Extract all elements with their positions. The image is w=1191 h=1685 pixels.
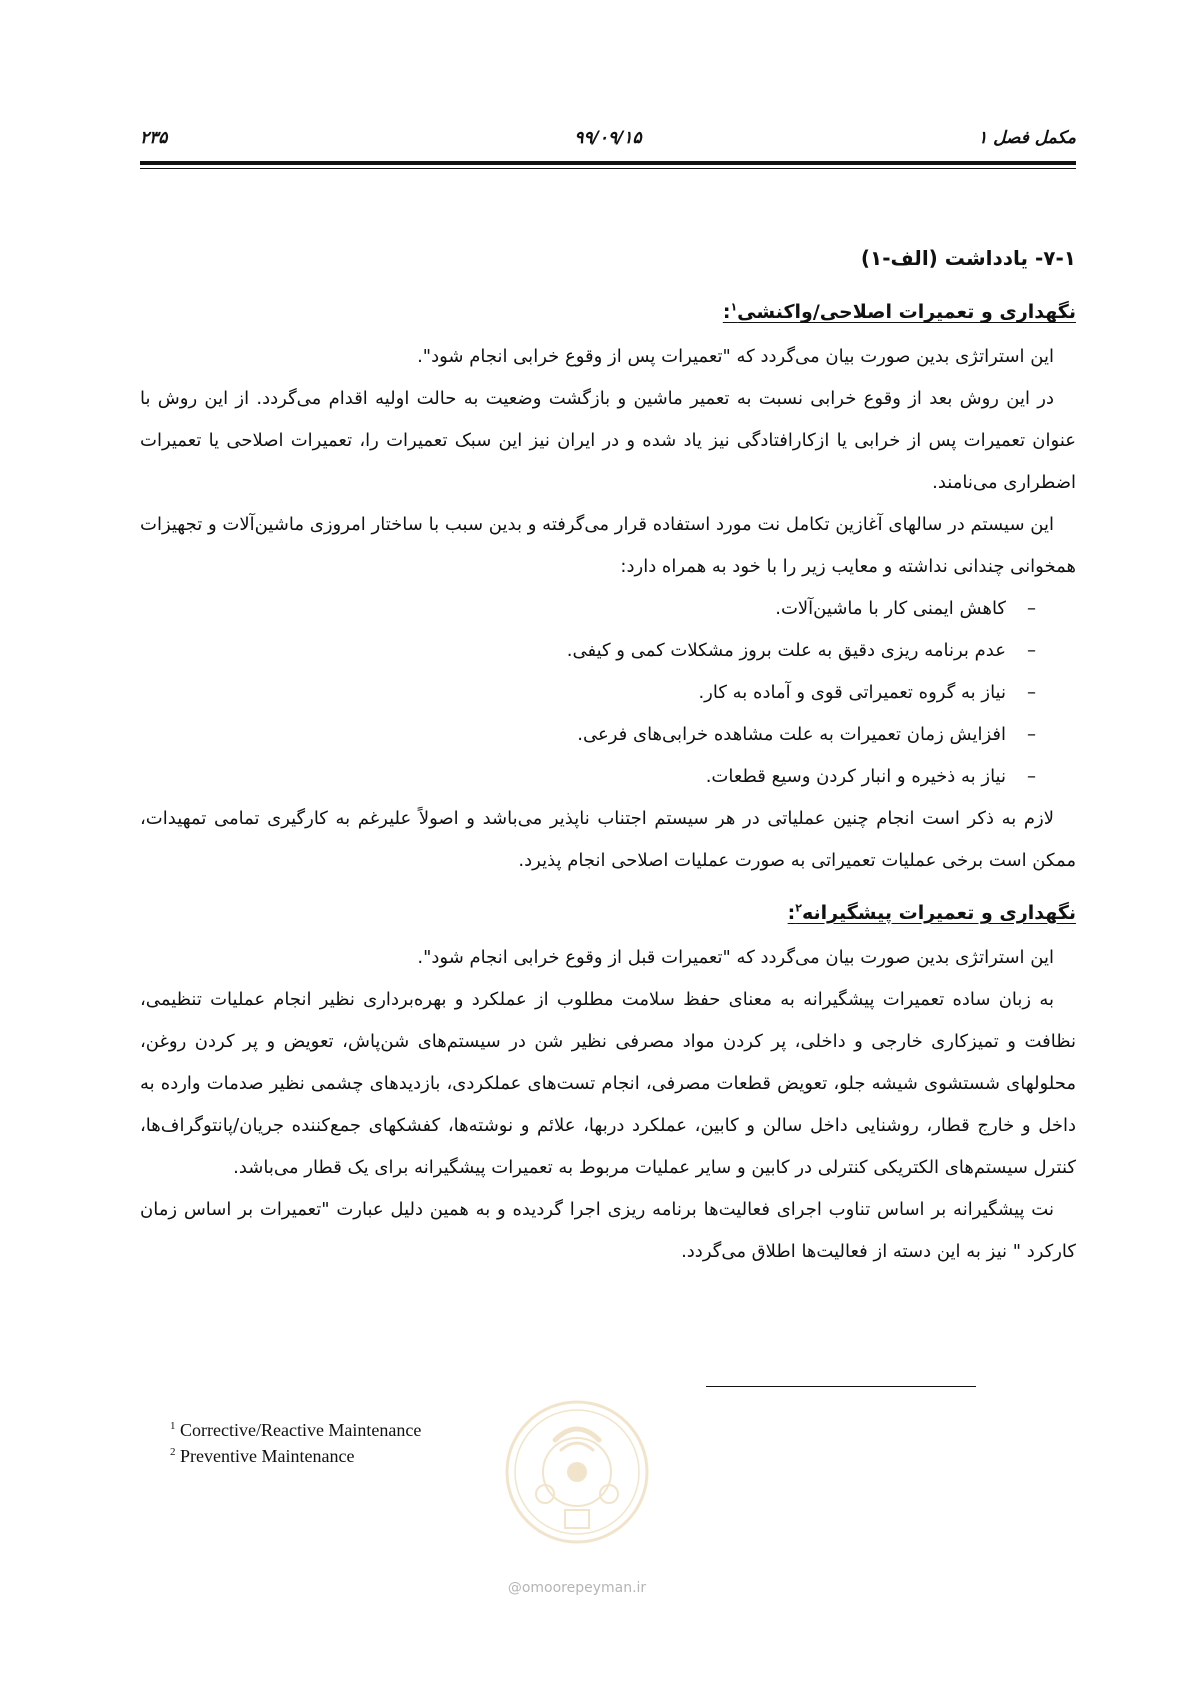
header-date: ۹۹/۰۹/۱۵ bbox=[574, 128, 642, 148]
corrective-paragraph-2: در این روش بعد از وقوع خرابی نسبت به تعمیر ماشین و بازگشت وضعیت به حالت اولیه اقدام می‌گردد. از این روش با عنوان تعمیرات پس از خرابی یا ازکارافتادگی نیز یاد شده و در ایران نیز این سبک تعمیرات را، تعمیرات اصلاحی یا تعمیرات اضطراری می‌نامند. bbox=[140, 388, 1076, 494]
chapter-label: مکمل فصل ۱ bbox=[978, 128, 1076, 148]
page-number: ۲۳۵ bbox=[140, 128, 168, 148]
footnote-1 bbox=[170, 1415, 421, 1441]
preventive-heading: نگهداری و تعمیرات پیشگیرانه$^۲$: bbox=[787, 901, 1076, 924]
footnotes bbox=[170, 1415, 421, 1467]
corrective-heading: نگهداری و تعمیرات اصلاحی/واکنشی$^۱$: bbox=[722, 301, 1076, 324]
preventive-paragraph-1: این استراتژی بدین صورت بیان می‌گردد که "تعمیرات قبل از وقوع خرابی انجام شود". bbox=[417, 946, 1054, 968]
section-title: ۷-۱- یادداشت (الف-۱) bbox=[860, 246, 1076, 270]
footnote-2 bbox=[170, 1441, 421, 1467]
list-item: – نیاز به گروه تعمیراتی قوی و آماده به کار. bbox=[140, 672, 1036, 714]
list-item: – کاهش ایمنی کار با ماشین‌آلات. bbox=[140, 588, 1036, 630]
list-item: – عدم برنامه ریزی دقیق به علت بروز مشکلات کمی و کیفی. bbox=[140, 630, 1036, 672]
corrective-paragraph-4: لازم به ذکر است انجام چنین عملیاتی در هر سیستم اجتناب ناپذیر می‌باشد و اصولاً علیرغم به کارگیری تمامی تمهیدات، ممکن است برخی عملیات تعمیراتی به صورت عملیات اصلاحی انجام پذیرد. bbox=[140, 808, 1076, 872]
page-header bbox=[140, 128, 1076, 168]
preventive-title: نگهداری و تعمیرات پیشگیرانه bbox=[801, 901, 1076, 924]
footnote-number: 2 bbox=[170, 1446, 176, 1458]
header-rule-thick bbox=[140, 161, 1076, 165]
watermark-url: @omoorepeyman.ir bbox=[507, 1580, 647, 1596]
corrective-paragraph-3: این سیستم در سالهای آغازین تکامل نت مورد استفاده قرار می‌گرفته و بدین سبب با ساختار امروزی ماشین‌آلات و تجهیزات همخوانی چندانی نداشته و معایب زیر را با خود به همراه دارد: bbox=[140, 514, 1076, 578]
document-body bbox=[140, 240, 1076, 1273]
corrective-paragraph-1: این استراتژی بدین صورت بیان می‌گردد که "تعمیرات پس از وقوع خرابی انجام شود". bbox=[417, 346, 1054, 368]
corrective-title: نگهداری و تعمیرات اصلاحی/واکنشی bbox=[737, 301, 1076, 324]
footnote-ref-1: ۱ bbox=[730, 301, 738, 314]
list-item: – نیاز به ذخیره و انبار کردن وسیع قطعات. bbox=[140, 756, 1036, 798]
preventive-paragraph-3: نت پیشگیرانه بر اساس تناوب اجرای فعالیت‌ها برنامه ریزی اجرا گردیده و به همین دلیل عبارت "تعمیرات بر اساس زمان کارکرد " نیز به این دسته از فعالیت‌ها اطلاق می‌گردد. bbox=[140, 1198, 1076, 1262]
preventive-paragraph-2: به زبان ساده تعمیرات پیشگیرانه به معنای حفظ سلامت مطلوب از عملکرد و بهره‌برداری نظیر انجام عملیات تنظیمی، نظافت و تمیزکاری خارجی و داخلی، پر کردن مواد مصرفی نظیر شن در سیستم‌های شن‌پاش، تعویض و پر کردن روغن، محلولهای شستشوی شیشه جلو، تعویض قطعات مصرفی، انجام تست‌های عملکردی، بازدیدهای چشمی نظیر صدمات وارده به داخل و خارج قطار، روشنایی داخل سالن و کابین، عملکرد دربها، علائم و نوشته‌ها، کفشکهای جمع‌کننده جریان/پانتوگراف‌ها، کنترل سیستم‌های الکتریکی کنترلی در کابین و سایر عملیات مربوط به تعمیرات پیشگیرانه برای یک قطار می‌باشد. bbox=[140, 988, 1076, 1178]
disadvantages-list bbox=[140, 588, 1076, 798]
footnote-number: 1 bbox=[170, 1420, 176, 1432]
footnote-ref-2: ۲ bbox=[795, 901, 802, 915]
header-rule-thin bbox=[140, 168, 1076, 169]
footnote-separator bbox=[706, 1386, 976, 1387]
footnote-text: Corrective/Reactive Maintenance bbox=[180, 1420, 422, 1440]
watermark-seal-icon bbox=[503, 1398, 651, 1546]
list-item: – افزایش زمان تعمیرات به علت مشاهده خرابی‌های فرعی. bbox=[140, 714, 1036, 756]
footnote-text: Preventive Maintenance bbox=[180, 1446, 355, 1466]
